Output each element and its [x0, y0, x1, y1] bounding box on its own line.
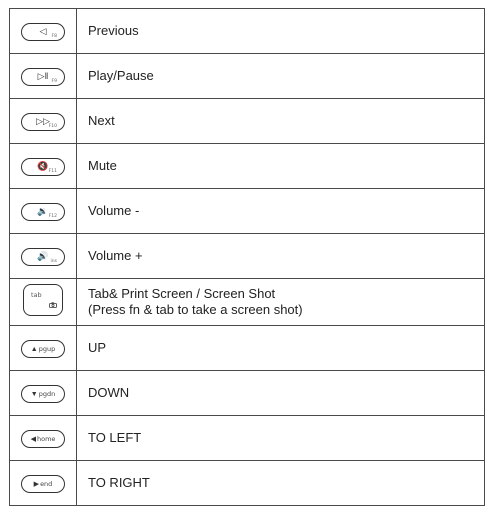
tab-key-label: tab: [31, 290, 42, 299]
table-row: [10, 371, 485, 416]
page-up-key-icon: [21, 340, 65, 358]
volume-up-glyph: 🔊: [37, 251, 49, 262]
table-row: [10, 234, 485, 279]
next-key-icon: [21, 113, 65, 131]
play-pause-key-icon: [21, 68, 65, 86]
description-line-2: (Press fn & tab to take a screen shot): [88, 302, 303, 317]
previous-glyph: ◁: [39, 26, 47, 37]
key-cell: [10, 54, 77, 99]
volume-down-key-icon: [21, 203, 65, 221]
key-cell: [10, 99, 77, 144]
fn-key-label: F10: [48, 123, 57, 129]
previous-key-icon: [21, 23, 65, 41]
description-tab-print-screen: [77, 279, 485, 326]
description-to-right: TO RIGHT: [77, 461, 485, 506]
next-glyph: ▷▷: [36, 116, 50, 127]
table-row: [10, 461, 485, 506]
camera-icon: [49, 302, 57, 310]
description-play-pause: Play/Pause: [77, 54, 485, 99]
fn-key-label: ins: [50, 258, 57, 264]
description-volume-down: Volume -: [77, 189, 485, 234]
down-arrow-icon: ▼: [30, 390, 38, 398]
nav-key-label: home: [36, 435, 56, 444]
key-cell: [10, 279, 77, 326]
right-arrow-icon: ▶: [33, 480, 40, 488]
key-cell: [10, 189, 77, 234]
table-row: [10, 9, 485, 54]
mute-glyph: 🔇: [37, 161, 49, 172]
table-row: [10, 416, 485, 461]
description-up: UP: [77, 326, 485, 371]
tab-key-icon: [23, 284, 63, 316]
description-to-left: TO LEFT: [77, 416, 485, 461]
table-row: [10, 189, 485, 234]
mute-key-icon: [21, 158, 65, 176]
description-line-1: Tab& Print Screen / Screen Shot: [88, 286, 276, 301]
description-mute: Mute: [77, 144, 485, 189]
table-row: [10, 144, 485, 189]
key-cell: [10, 416, 77, 461]
nav-key-label: pgdn: [38, 390, 56, 399]
fn-key-label: F11: [48, 168, 57, 174]
table-row: [10, 279, 485, 326]
table-row: [10, 326, 485, 371]
nav-key-label: pgup: [38, 345, 56, 354]
end-key-icon: [21, 475, 65, 493]
volume-down-glyph: 🔉: [37, 206, 49, 217]
up-arrow-icon: ▲: [30, 345, 38, 353]
page-down-key-icon: [21, 385, 65, 403]
description-down: DOWN: [77, 371, 485, 416]
key-cell: [10, 461, 77, 506]
description-next: Next: [77, 99, 485, 144]
key-cell: [10, 234, 77, 279]
camera-icon-svg: [49, 302, 57, 308]
home-key-icon: [21, 430, 65, 448]
key-cell: [10, 371, 77, 416]
description-volume-up: Volume +: [77, 234, 485, 279]
play-pause-glyph: ▷‖: [37, 71, 49, 82]
table-row: [10, 54, 485, 99]
key-cell: [10, 144, 77, 189]
left-arrow-icon: ◀: [30, 435, 36, 443]
nav-key-label: end: [40, 480, 53, 489]
fn-key-label: F8: [51, 33, 57, 39]
fn-key-label: F12: [48, 213, 57, 219]
key-cell: [10, 326, 77, 371]
volume-up-key-icon: [21, 248, 65, 266]
table-row: [10, 99, 485, 144]
fn-key-label: F9: [51, 78, 57, 84]
key-cell: [10, 9, 77, 54]
description-previous: Previous: [77, 9, 485, 54]
keyboard-shortcut-table: [9, 8, 485, 506]
